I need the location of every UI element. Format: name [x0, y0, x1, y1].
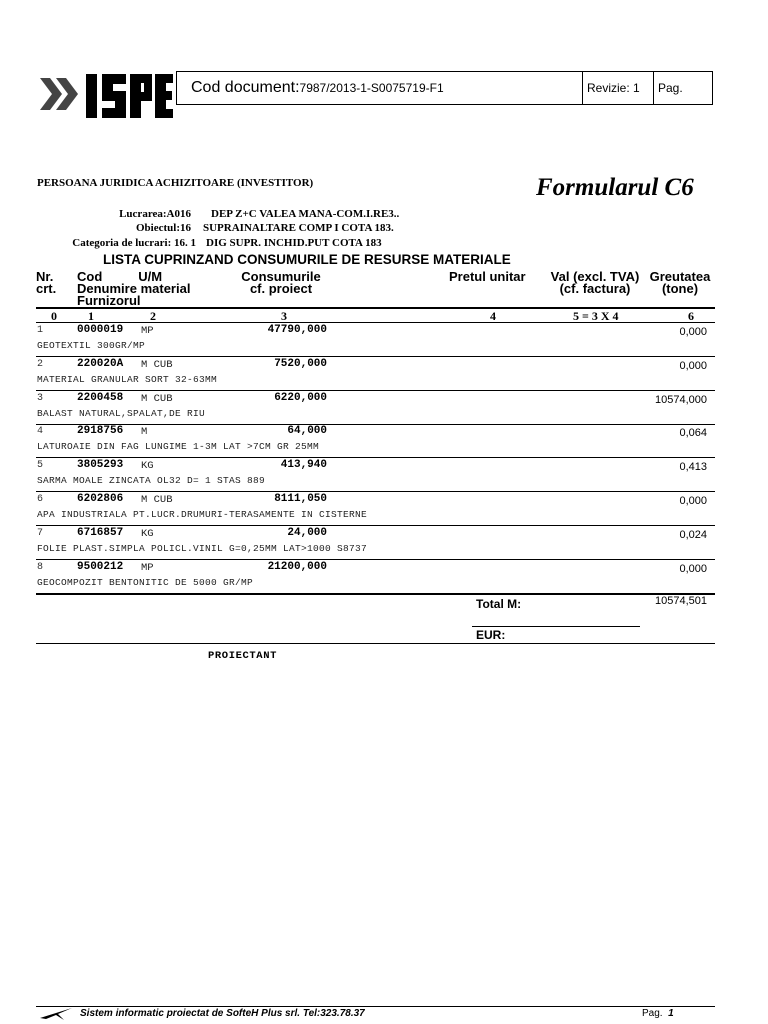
col-number: 3 — [281, 309, 287, 323]
col-header-pret: Pretul unitar — [449, 269, 526, 284]
total-underline — [472, 626, 640, 627]
form-title: Formularul C6 — [536, 174, 694, 201]
material-code: 6202806 — [77, 493, 124, 505]
material-code: 0000019 — [77, 324, 124, 336]
material-description: SARMA MOALE ZINCATA OL32 D= 1 STAS 889 — [37, 475, 266, 487]
row-divider — [36, 390, 715, 391]
quantity: 21200,000 — [267, 560, 327, 573]
unit-of-measure: MP — [141, 325, 154, 337]
quantity: 64,000 — [287, 425, 327, 438]
material-description: BALAST NATURAL,SPALAT,DE RIU — [37, 407, 206, 419]
material-description: LATUROAIE DIN FAG LUNGIME 1-3M LAT >7CM GR 25MM — [37, 441, 320, 453]
unit-of-measure: M CUB — [141, 494, 173, 506]
meta-label-categoria: Categoria de lucrari: 16. 1 — [72, 237, 196, 249]
unit-of-measure: KG — [141, 527, 154, 540]
revision: Revizie: 1 — [587, 81, 640, 95]
col-number: 5 = 3 X 4 — [573, 309, 619, 323]
eur-label: EUR: — [476, 628, 506, 642]
weight-value: 0,000 — [679, 562, 707, 575]
weight-value: 0,024 — [679, 528, 707, 541]
unit-of-measure: M CUB — [141, 392, 173, 405]
row-divider — [36, 491, 715, 492]
quantity: 47790,000 — [267, 324, 327, 336]
list-title: LISTA CUPRINZAND CONSUMURILE DE RESURSE MATERIALE — [103, 252, 511, 267]
material-description: GEOCOMPOZIT BENTONITIC DE 5000 GR/MP — [37, 576, 254, 588]
col-header-greutate: Greutatea (tone) — [649, 269, 711, 296]
unit-of-measure: M — [141, 426, 148, 439]
material-description: MATERIAL GRANULAR SORT 32-63MM — [37, 373, 218, 385]
unit-of-measure: M CUB — [141, 358, 173, 371]
col-header-nr: Nr. crt. — [36, 269, 57, 296]
quantity: 8111,050 — [274, 493, 327, 505]
investor-heading: PERSOANA JURIDICA ACHIZITOARE (INVESTITOR) — [37, 177, 314, 189]
row-number: 2 — [37, 358, 44, 370]
row-number: 7 — [37, 527, 44, 539]
document-code-label: Cod document: — [191, 79, 300, 96]
row-divider — [36, 525, 715, 526]
document-code-value: 7987/2013-1-S0075719-F1 — [299, 81, 444, 95]
meta-label-lucrarea: Lucrarea:A016 — [119, 208, 191, 220]
col-number: 6 — [688, 309, 694, 323]
row-divider — [36, 559, 715, 560]
total-value: 10574,501 — [655, 595, 707, 607]
row-number: 4 — [37, 426, 44, 438]
total-label: Total M: — [476, 597, 522, 611]
col-number: 0 — [51, 309, 57, 323]
material-code: 3805293 — [77, 459, 124, 472]
material-code: 2200458 — [77, 391, 124, 404]
row-number: 1 — [37, 325, 44, 336]
row-divider — [36, 457, 715, 458]
weight-value: 0,000 — [679, 495, 707, 507]
meta-text-lucrarea: DEP Z+C VALEA MANA-COM.I.RE3.. — [211, 208, 400, 220]
col-number: 4 — [490, 309, 496, 323]
document-code — [191, 79, 444, 97]
weight-value: 10574,000 — [655, 393, 707, 406]
col-header-val: Val (excl. TVA) (cf. factura) — [550, 269, 640, 296]
proiectant-label: PROIECTANT — [208, 650, 278, 662]
material-description: GEOTEXTIL 300GR/MP — [37, 340, 146, 351]
footer-rule — [36, 1006, 715, 1007]
ispe-logo — [38, 70, 174, 122]
plane-icon — [38, 1005, 76, 1021]
weight-value: 0,064 — [679, 427, 707, 440]
quantity: 413,940 — [280, 459, 327, 472]
quantity: 7520,000 — [274, 357, 327, 370]
row-number: 6 — [37, 494, 44, 505]
col-header-cod: Cod U/M Denumire material Furnizorul — [77, 269, 191, 308]
weight-value: 0,000 — [679, 326, 707, 338]
material-code: 2918756 — [77, 425, 124, 438]
unit-of-measure: MP — [141, 561, 154, 574]
material-description: FOLIE PLAST.SIMPLA POLICL.VINIL G=0,25MM LAT>1000 S8737 — [37, 542, 368, 554]
material-code: 220020A — [77, 357, 124, 370]
row-divider — [36, 356, 715, 357]
weight-value: 0,000 — [679, 359, 707, 372]
col-number: 1 — [88, 309, 94, 323]
footer-text: Sistem informatic proiectat de SofteH Plus srl. Tel:323.78.37 — [80, 1008, 365, 1019]
material-code: 9500212 — [77, 560, 124, 573]
meta-label-obiectul: Obiectul:16 — [136, 222, 191, 234]
quantity: 24,000 — [287, 526, 327, 539]
row-number: 3 — [37, 392, 44, 404]
weight-value: 0,413 — [679, 461, 707, 474]
material-description: APA INDUSTRIALA PT.LUCR.DRUMURI-TERASAMENTE IN CISTERNE — [37, 509, 368, 520]
unit-of-measure: KG — [141, 460, 154, 473]
meta-text-categoria: DIG SUPR. INCHID.PUT COTA 183 — [206, 237, 382, 249]
material-code: 6716857 — [77, 526, 124, 539]
quantity: 6220,000 — [274, 391, 327, 404]
col-number: 2 — [150, 309, 156, 323]
columns-rule — [36, 322, 715, 323]
row-number: 8 — [37, 561, 44, 573]
footer-page: Pag. 1 — [642, 1008, 674, 1019]
eur-rule — [36, 643, 715, 644]
col-header-consum: Consumurile cf. proiect — [241, 269, 321, 296]
meta-text-obiectul: SUPRAINALTARE COMP I COTA 183. — [203, 222, 394, 234]
row-number: 5 — [37, 460, 44, 472]
header-page-label: Pag. — [658, 81, 683, 95]
document-header-box — [176, 71, 713, 105]
row-divider — [36, 424, 715, 425]
